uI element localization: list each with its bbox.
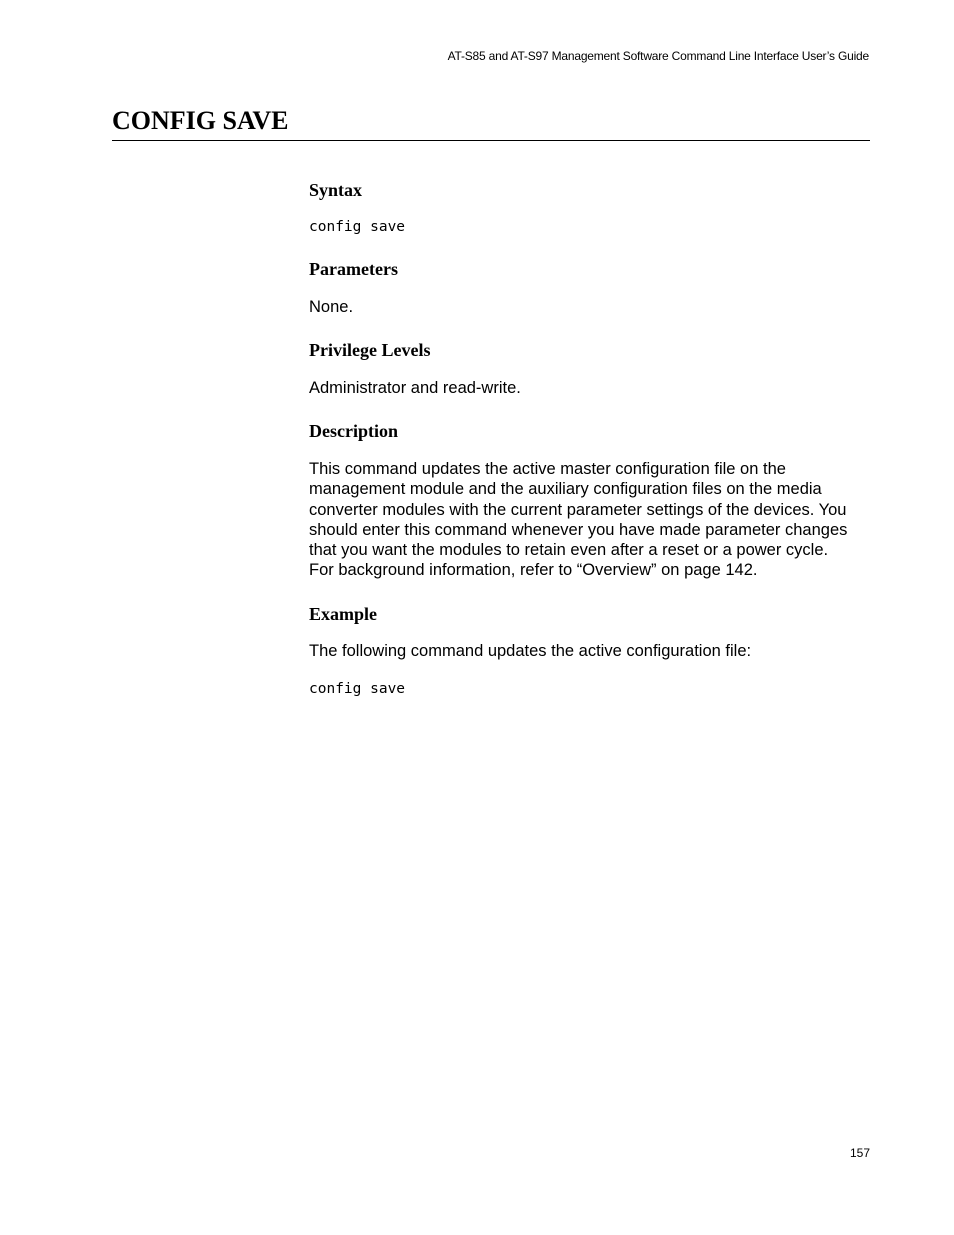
description-paragraph [309, 459, 870, 581]
description-line: management module and the auxiliary configuration files on the media [309, 480, 822, 499]
example-heading: Example [309, 604, 378, 624]
syntax-heading: Syntax [309, 180, 363, 200]
description-line: that you want the modules to retain even after a reset or a power cycle. [309, 541, 829, 560]
example-text: The following command updates the active configuration file: [309, 642, 752, 660]
example-code: config save [309, 681, 406, 697]
description-line: converter modules with the current parameter settings of the devices. You [309, 500, 847, 519]
page-number: 157 [849, 1146, 870, 1160]
description-line: For background information, refer to “Overview” on page 142. [309, 561, 758, 580]
description-line: This command updates the active master configuration file on the [309, 460, 786, 478]
parameters-heading: Parameters [309, 259, 398, 279]
title-rule [112, 140, 870, 141]
privilege-levels-text: Administrator and read-write. [309, 379, 521, 397]
privilege-levels-heading: Privilege Levels [309, 340, 431, 360]
running-header: AT-S85 and AT-S97 Management Software Command Line Interface User’s Guide [447, 49, 869, 63]
description-line: should enter this command whenever you have made parameter changes [309, 520, 848, 539]
parameters-text: None. [309, 298, 354, 316]
syntax-code: config save [309, 219, 406, 235]
page-title: CONFIG SAVE [112, 106, 289, 135]
description-heading: Description [309, 421, 398, 441]
